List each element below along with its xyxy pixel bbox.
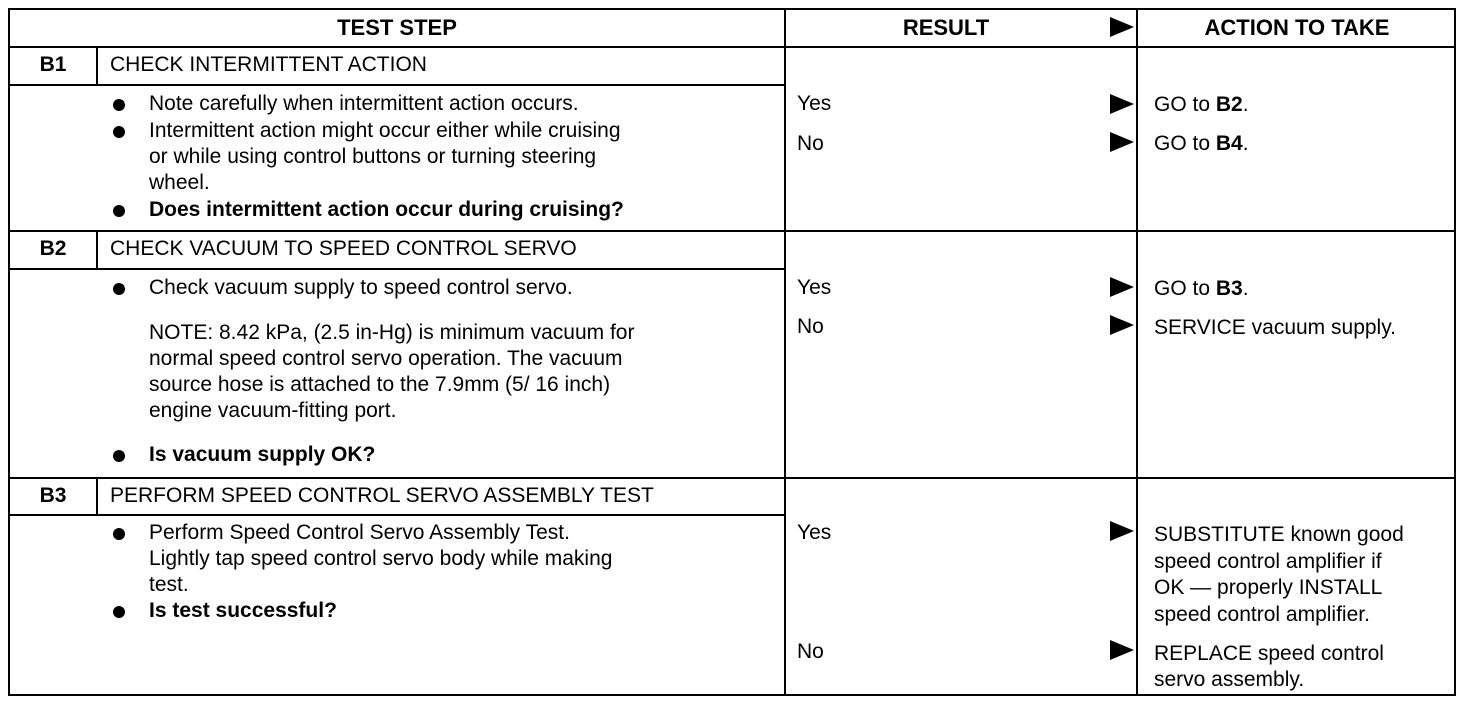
b1-question: Does intermittent action occur during cruising? [149,198,624,221]
arrow-icon [1110,521,1134,541]
divider-b3-title [10,514,784,516]
b2-result-no: No [797,315,824,338]
divider-b2-title [10,268,784,270]
arrow-icon [1110,277,1134,297]
b1-bullet-1: Note carefully when intermittent action occurs. [149,92,579,115]
header-arrow-icon [1110,17,1134,37]
step-id-b3: B3 [39,484,67,507]
b3-result-yes: Yes [797,521,832,544]
b3-question: Is test successful? [149,599,337,622]
step-title-b3: PERFORM SPEED CONTROL SERVO ASSEMBLY TEST [110,484,654,507]
b3-action-yes-line-1: SUBSTITUTE known good [1154,523,1404,546]
b1-bullet-2-line-2: or while using control buttons or turning steering [149,145,597,168]
arrow-icon [1110,94,1134,114]
b3-action-yes-line-2: speed control amplifier if [1154,550,1382,573]
header-result: RESULT [902,15,990,40]
bullet-icon [113,283,125,295]
b3-bullet-1-line-3: test. [149,573,189,596]
bullet-icon [113,205,125,217]
divider-result [784,10,786,694]
header-action: ACTION TO TAKE [1204,15,1390,40]
b1-result-no: No [797,132,824,155]
b1-action-no: GO to B4. [1154,132,1249,155]
b3-action-yes-line-3: OK — properly INSTALL [1154,576,1383,599]
bullet-icon [113,99,125,111]
bullet-icon [113,450,125,462]
header-test-step: TEST STEP [337,15,457,40]
arrow-icon [1110,132,1134,152]
b3-bullet-1-line-2: Lightly tap speed control servo body while making [149,547,613,570]
b3-bullet-1-line-1: Perform Speed Control Servo Assembly Test. [149,521,570,544]
b3-result-no: No [797,640,824,663]
arrow-icon [1110,315,1134,335]
bullet-icon [113,126,125,138]
divider-b1-title [10,84,784,86]
b3-action-no-line-1: REPLACE speed control [1154,642,1384,665]
step-title-b1: CHECK INTERMITTENT ACTION [110,53,427,76]
diagnostic-table [8,8,1456,696]
b2-note-line-4: engine vacuum-fitting port. [149,399,397,422]
b2-bullet-1: Check vacuum supply to speed control servo. [149,276,573,299]
b1-bullet-2-line-1: Intermittent action might occur either while cruising [149,119,621,142]
step-id-b1: B1 [39,53,67,76]
b2-result-yes: Yes [797,276,832,299]
b1-action-yes: GO to B2. [1154,93,1249,116]
bullet-icon [113,606,125,618]
b2-note-line-3: source hose is attached to the 7.9mm (5/ 16 inch) [149,373,611,396]
b1-bullet-2-line-3: wheel. [149,171,210,194]
arrow-icon [1110,640,1134,660]
bullet-icon [113,528,125,540]
b3-action-no-line-2: servo assembly. [1154,668,1305,691]
step-title-b2: CHECK VACUUM TO SPEED CONTROL SERVO [110,237,577,260]
b2-note-line-2: normal speed control servo operation. The vacuum [149,347,623,370]
b1-result-yes: Yes [797,92,832,115]
b2-action-yes: GO to B3. [1154,277,1249,300]
step-id-b2: B2 [39,237,67,260]
b2-note-line-1: NOTE: 8.42 kPa, (2.5 in-Hg) is minimum vacuum for [149,321,635,344]
b2-action-no: SERVICE vacuum supply. [1154,316,1396,339]
divider-action [1136,10,1138,694]
b2-question: Is vacuum supply OK? [149,443,376,466]
b3-action-yes-line-4: speed control amplifier. [1154,603,1370,626]
